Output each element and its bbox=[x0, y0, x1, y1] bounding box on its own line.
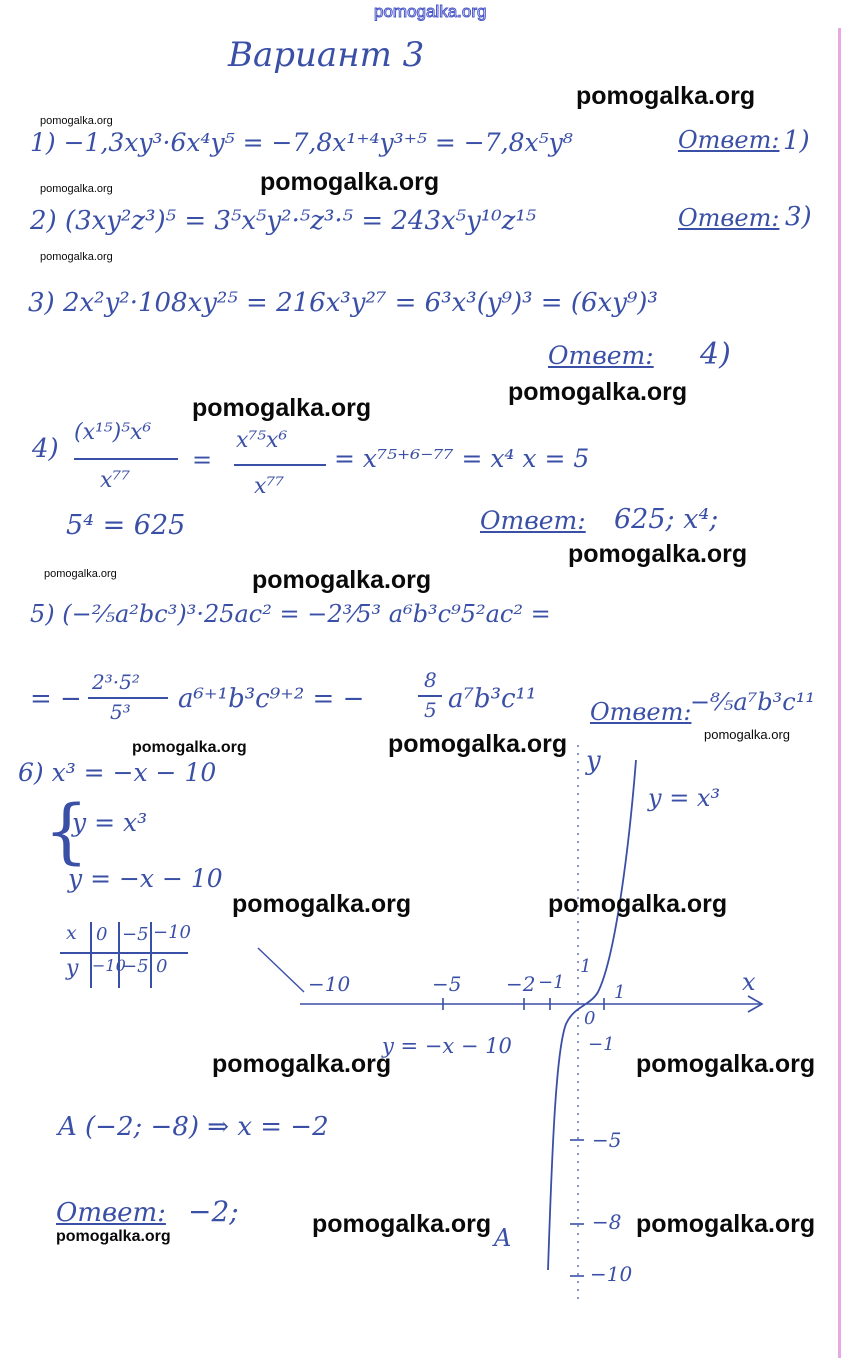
problem-5-answer: −⁸⁄₅a⁷b³c¹¹ bbox=[690, 688, 815, 716]
point-a-label: A bbox=[494, 1224, 512, 1252]
table-cell: 0 bbox=[96, 924, 108, 945]
y-tick-label: −8 bbox=[592, 1210, 622, 1234]
problem-5-frac-num: 2³·5² bbox=[92, 670, 140, 694]
x-tick-label: −5 bbox=[432, 972, 462, 996]
problem-5-line2-mid: a⁶⁺¹b³c⁹⁺² = − bbox=[178, 684, 365, 714]
problem-4-frac1-num: (x¹⁵)⁵x⁶ bbox=[74, 420, 152, 445]
watermark: pomogalka.org bbox=[132, 739, 247, 756]
problem-4-answer-label: Ответ: bbox=[480, 506, 586, 535]
problem-5-line1: 5) (−²⁄₅a²bc³)³·25ac² = −2³⁄5³ a⁶b³c⁹5²ac² = bbox=[30, 600, 551, 628]
problem-1-answer: 1) bbox=[783, 126, 810, 156]
problem-4-label: 4) bbox=[32, 434, 59, 464]
problem-3-answer-label: Ответ: bbox=[548, 341, 654, 370]
watermark: pomogalka.org bbox=[40, 115, 113, 127]
watermark: pomogalka.org bbox=[548, 890, 728, 918]
watermark: pomogalka.org bbox=[568, 540, 748, 568]
problem-4-frac1-den: x⁷⁷ bbox=[100, 468, 131, 493]
watermark: pomogalka.org bbox=[312, 1210, 492, 1238]
table-cell: −5 bbox=[122, 924, 149, 945]
problem-4-line2: 5⁴ = 625 bbox=[66, 510, 186, 541]
table-cell: y bbox=[66, 956, 79, 981]
problem-5-frac2-num: 8 bbox=[424, 668, 437, 692]
y-tick-label: 1 bbox=[580, 956, 592, 977]
top-watermark: pomogalka.org bbox=[374, 2, 487, 21]
problem-3-solution: 3) 2x²y²·108xy²⁵ = 216x³y²⁷ = 6³x³(y⁹)³ = (6xy⁹)³ bbox=[28, 288, 658, 318]
watermark: pomogalka.org bbox=[40, 183, 113, 195]
problem-4-frac2-den: x⁷⁷ bbox=[254, 474, 285, 499]
system-brace: { bbox=[44, 790, 89, 872]
watermark: pomogalka.org bbox=[232, 890, 412, 918]
problem-5-frac2-den: 5 bbox=[424, 698, 437, 722]
y-axis-label: y bbox=[586, 746, 601, 776]
problem-1-answer-label: Ответ: bbox=[678, 126, 780, 154]
problem-4-rest: = x⁷⁵⁺⁶⁻⁷⁷ = x⁴ x = 5 bbox=[334, 444, 590, 473]
problem-2-answer-label: Ответ: bbox=[678, 204, 780, 232]
x-tick-label: −2 bbox=[506, 972, 536, 996]
watermark: pomogalka.org bbox=[212, 1050, 392, 1078]
watermark: pomogalka.org bbox=[192, 394, 372, 422]
table-cell: x bbox=[66, 922, 77, 944]
x-tick-label: 1 bbox=[614, 982, 626, 1003]
problem-4-answer: 625; x⁴; bbox=[614, 504, 719, 535]
problem-6-answer: −2; bbox=[188, 1195, 239, 1228]
problem-6-equation: 6) x³ = −x − 10 bbox=[18, 758, 217, 787]
cubic-curve-label: y = x³ bbox=[648, 784, 721, 812]
problem-2-answer: 3) bbox=[785, 202, 812, 232]
problem-5-answer-label: Ответ: bbox=[590, 698, 692, 726]
problem-5-line2-end: a⁷b³c¹¹ bbox=[448, 684, 537, 714]
problem-6-system-eq2: y = −x − 10 bbox=[68, 864, 223, 893]
table-cell: 0 bbox=[156, 956, 168, 977]
watermark: pomogalka.org bbox=[260, 168, 440, 196]
y-tick-label: −10 bbox=[590, 1262, 633, 1286]
problem-5-frac-den: 5³ bbox=[110, 700, 131, 724]
watermark: pomogalka.org bbox=[636, 1050, 816, 1078]
problem-2-solution: 2) (3xy²z³)⁵ = 3⁵x⁵y²·⁵z³·⁵ = 243x⁵y¹⁰z¹⁵ bbox=[30, 206, 537, 236]
watermark: pomogalka.org bbox=[704, 727, 790, 742]
problem-4-frac2-num: x⁷⁵x⁶ bbox=[236, 428, 288, 453]
problem-3-answer: 4) bbox=[700, 337, 731, 372]
table-cell: −5 bbox=[122, 956, 149, 977]
x-tick-label: −1 bbox=[538, 972, 565, 993]
watermark: pomogalka.org bbox=[388, 730, 568, 758]
problem-4-equals: = bbox=[192, 446, 213, 474]
origin-label: 0 bbox=[584, 1008, 596, 1029]
problem-6-point: A (−2; −8) ⇒ x = −2 bbox=[58, 1112, 329, 1142]
watermark: pomogalka.org bbox=[508, 378, 688, 406]
watermark: pomogalka.org bbox=[252, 566, 432, 594]
watermark: pomogalka.org bbox=[44, 568, 117, 580]
watermark: pomogalka.org bbox=[40, 251, 113, 263]
problem-5-line2-start: = − bbox=[30, 684, 82, 714]
watermark: pomogalka.org bbox=[576, 82, 756, 110]
watermark: pomogalka.org bbox=[56, 1228, 171, 1245]
table-cell: −10 bbox=[92, 956, 126, 975]
table-cell: −10 bbox=[153, 922, 191, 943]
y-tick-label: −5 bbox=[592, 1128, 622, 1152]
problem-6-answer-label: Ответ: bbox=[56, 1198, 166, 1228]
y-tick-label: −1 bbox=[588, 1034, 615, 1055]
linear-line bbox=[258, 948, 304, 992]
linear-line-label: y = −x − 10 bbox=[382, 1034, 512, 1058]
problem-1-solution: 1) −1,3xy³·6x⁴y⁵ = −7,8x¹⁺⁴y³⁺⁵ = −7,8x⁵y⁸ bbox=[30, 128, 573, 157]
watermark: pomogalka.org bbox=[636, 1210, 816, 1238]
x-tick-label: −10 bbox=[308, 972, 351, 996]
variant-title: Вариант 3 bbox=[228, 35, 425, 75]
x-axis-label: x bbox=[742, 968, 756, 996]
problem-6-system-eq1: y = x³ bbox=[72, 808, 148, 837]
